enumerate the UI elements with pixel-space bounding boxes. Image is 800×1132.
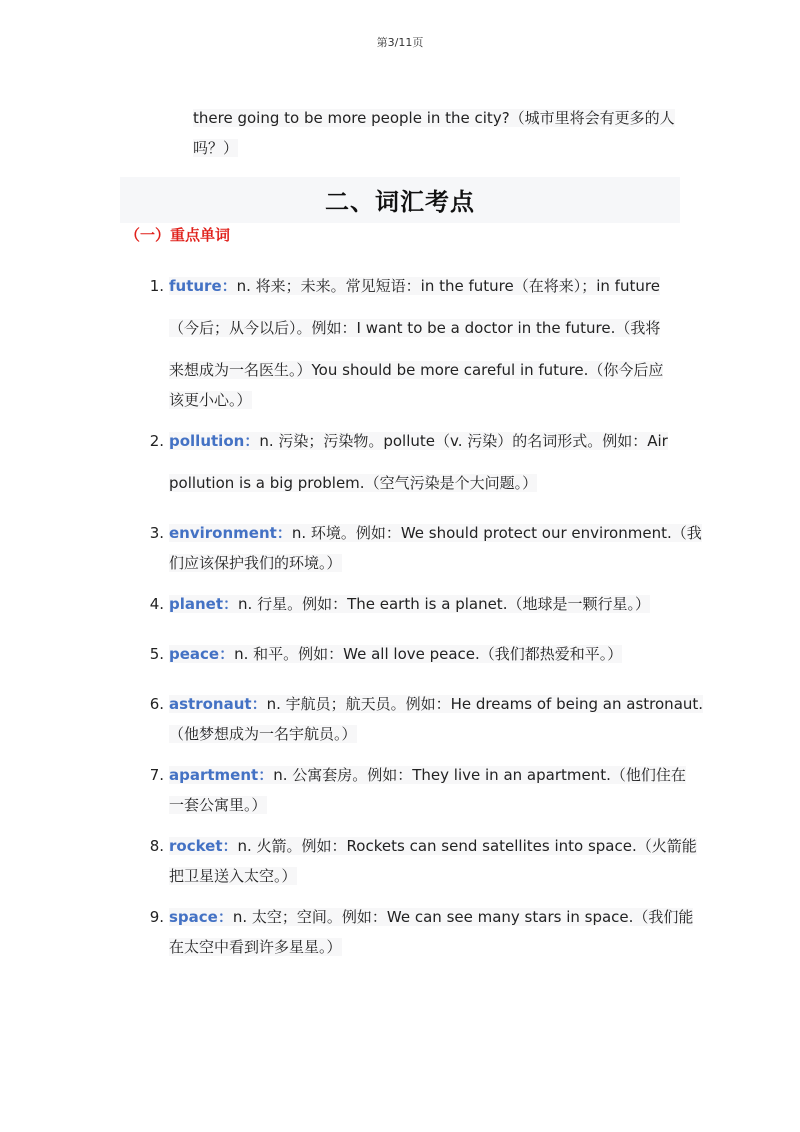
item-body <box>169 689 704 749</box>
item-number: 4. <box>149 595 164 613</box>
item-number: 2. <box>149 432 164 450</box>
item-text-line: 来想成为一名医生。）You should be more careful in future.（你今后应 <box>169 361 664 379</box>
item-text-line: pollution is a big problem.（空气污染是个大问题。） <box>169 474 538 492</box>
item-text-line: （他梦想成为一名宇航员。） <box>169 725 357 743</box>
item-text-line: 一套公寓里。） <box>169 796 267 814</box>
item-keyword: apartment： <box>169 766 274 784</box>
item-body <box>169 639 681 669</box>
item-keyword: environment： <box>169 524 292 542</box>
item-body <box>169 518 702 578</box>
item-text-line: n. 行星。例如：The earth is a planet.（地球是一颗行星。） <box>238 595 650 613</box>
item-keyword: planet： <box>169 595 239 613</box>
item-body <box>169 271 681 415</box>
item-text-line: （今后；从今以后）。例如：I want to be a doctor in the future.（我将 <box>169 319 661 337</box>
item-number: 1. <box>149 277 164 295</box>
item-keyword: space： <box>169 908 233 926</box>
item-text-line: n. 宇航员；航天员。例如：He dreams of being an astronaut. <box>266 695 704 713</box>
item-text-line: 该更小心。） <box>169 391 252 409</box>
item-keyword: rocket： <box>169 837 238 855</box>
item-text-line: 把卫星送入太空。） <box>169 867 297 885</box>
item-number: 8. <box>149 837 164 855</box>
continuation-line: 吗？） <box>193 139 239 157</box>
item-number: 7. <box>149 766 164 784</box>
subsection-title: （一）重点单词 <box>125 226 231 244</box>
item-keyword: future： <box>169 277 237 295</box>
item-number: 9. <box>149 908 164 926</box>
item-text-line: n. 污染；污染物。pollute（v. 污染）的名词形式。例如：Air <box>259 432 668 450</box>
item-text-line: 在太空中看到许多星星。） <box>169 938 342 956</box>
item-number: 5. <box>149 645 164 663</box>
item-body <box>169 426 681 498</box>
item-body <box>169 589 681 619</box>
item-keyword: peace： <box>169 645 235 663</box>
item-body <box>169 760 686 820</box>
item-keyword: pollution： <box>169 432 260 450</box>
page-number: 第3/11页 <box>376 36 424 49</box>
item-text-line: n. 太空；空间。例如：We can see many stars in space.（我们能 <box>232 908 694 926</box>
item-body <box>169 831 697 891</box>
item-text-line: n. 和平。例如：We all love peace.（我们都热爱和平。） <box>234 645 623 663</box>
item-text-line: n. 火箭。例如：Rockets can send satellites into space.（火箭能 <box>237 837 697 855</box>
item-number: 6. <box>149 695 164 713</box>
item-text-line: 们应该保护我们的环境。） <box>169 554 342 572</box>
continuation-line: there going to be more people in the city?（城市里将会有更多的人 <box>193 109 675 127</box>
item-keyword: astronaut： <box>169 695 267 713</box>
item-body <box>169 902 694 962</box>
item-text-line: n. 公寓套房。例如：They live in an apartment.（他们住在 <box>273 766 686 784</box>
item-text-line: n. 环境。例如：We should protect our environment.（我 <box>291 524 702 542</box>
continuation-paragraph <box>193 103 683 163</box>
item-text-line: n. 将来；未来。常见短语：in the future（在将来）；in future <box>236 277 660 295</box>
section-title: 二、词汇考点 <box>325 188 475 216</box>
item-number: 3. <box>149 524 164 542</box>
